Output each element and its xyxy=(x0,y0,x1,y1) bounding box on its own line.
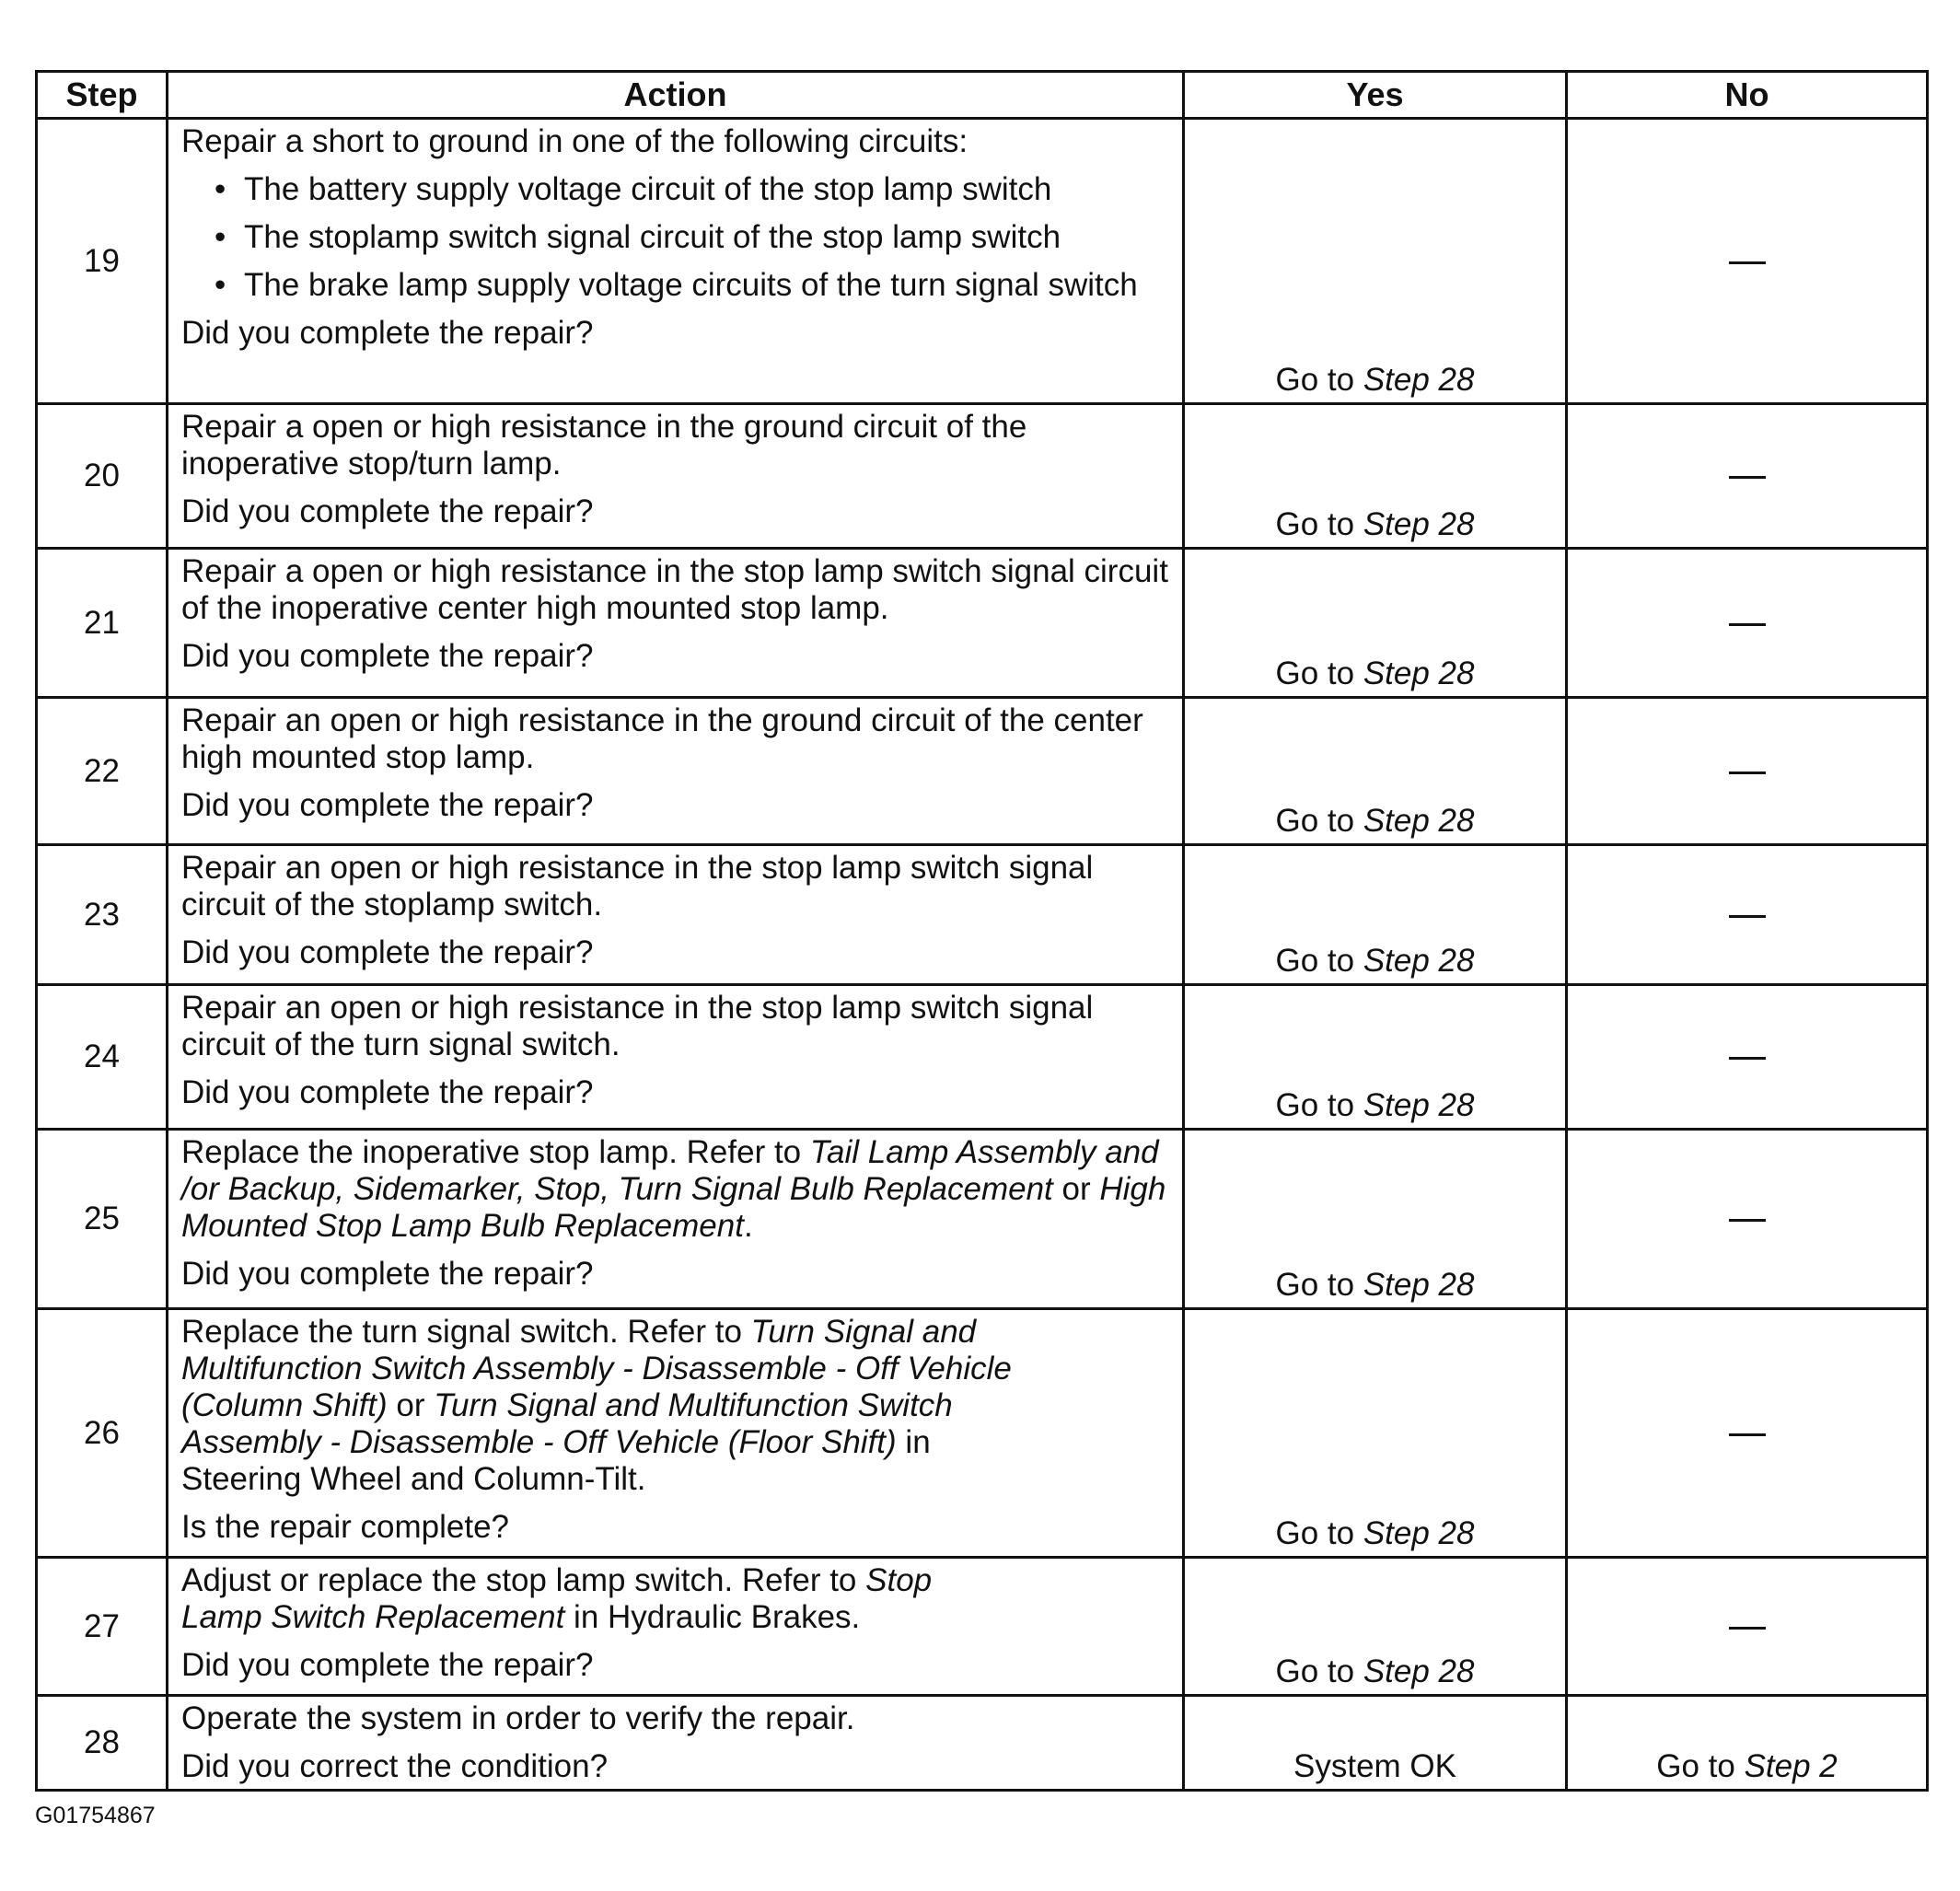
yes-prefix: Go to xyxy=(1275,506,1363,542)
action-text: Repair a open or high resistance in the ground circuit of the inoperative stop/turn lamp. xyxy=(181,409,1027,481)
yes-cell xyxy=(1184,1558,1567,1696)
action-question: Is the repair complete? xyxy=(181,1509,510,1545)
table-row xyxy=(37,119,1928,404)
list-item-text: The brake lamp supply voltage circuits of the turn signal switch xyxy=(244,267,1138,303)
no-cell xyxy=(1567,1309,1928,1558)
action-cell xyxy=(168,698,1184,845)
table-row xyxy=(37,1696,1928,1791)
yes-cell xyxy=(1184,404,1567,549)
action-text xyxy=(181,1562,1169,1636)
step-number: 22 xyxy=(37,698,168,845)
no-cell xyxy=(1567,845,1928,985)
action-text xyxy=(181,1314,1169,1498)
no-prefix: Go to xyxy=(1656,1748,1745,1784)
action-cell xyxy=(168,1130,1184,1309)
yes-cell xyxy=(1184,1130,1567,1309)
header-yes: Yes xyxy=(1184,72,1567,119)
header-action: Action xyxy=(168,72,1184,119)
table-row xyxy=(37,1309,1928,1558)
no-cell xyxy=(1567,1130,1928,1309)
action-text-part: or xyxy=(387,1387,435,1423)
no-cell xyxy=(1567,404,1928,549)
step-reference-link: Step 28 xyxy=(1363,506,1475,542)
step-reference-link: Step 28 xyxy=(1363,1267,1475,1303)
step-reference-link: Step 28 xyxy=(1363,362,1475,398)
yes-cell xyxy=(1184,698,1567,845)
action-text: Repair an open or high resistance in the stop lamp switch signal circuit of the stoplamp switch. xyxy=(181,850,1094,922)
action-question: Did you complete the repair? xyxy=(181,493,594,529)
table-row xyxy=(37,404,1928,549)
step-number: 23 xyxy=(37,845,168,985)
step-reference-link: Step 28 xyxy=(1363,803,1475,839)
yes-prefix: Go to xyxy=(1275,362,1363,398)
action-text: Repair a short to ground in one of the following circuits: xyxy=(181,123,968,159)
step-number: 19 xyxy=(37,119,168,404)
yes-cell xyxy=(1184,845,1567,985)
yes-cell xyxy=(1184,1696,1567,1791)
action-question: Did you complete the repair? xyxy=(181,1647,594,1683)
action-question: Did you complete the repair? xyxy=(181,934,594,970)
action-question: Did you complete the repair? xyxy=(181,638,594,674)
procedure-reference-link: Turn Signal and Multifunction Switch Assembly - Disassemble - Off Vehicle (Floor Shift) xyxy=(181,1387,953,1460)
table-row xyxy=(37,985,1928,1130)
action-text: Repair an open or high resistance in the ground circuit of the center high mounted stop lamp. xyxy=(181,702,1143,775)
header-step: Step xyxy=(37,72,168,119)
no-dash xyxy=(1729,623,1766,626)
no-cell xyxy=(1567,985,1928,1130)
step-reference-link: Step 2 xyxy=(1744,1748,1838,1784)
yes-prefix: Go to xyxy=(1275,655,1363,691)
step-reference-link: Step 28 xyxy=(1363,655,1475,691)
yes-prefix: Go to xyxy=(1275,943,1363,979)
no-dash xyxy=(1729,261,1766,264)
procedure-reference-link: High Mounted Stop Lamp Bulb Replacement xyxy=(181,1171,1166,1244)
list-item: • The brake lamp supply voltage circuits of the turn signal switch xyxy=(215,267,1138,303)
no-dash xyxy=(1729,1219,1766,1222)
table-row xyxy=(37,1130,1928,1309)
no-cell xyxy=(1567,698,1928,845)
step-reference-link: Step 28 xyxy=(1363,1653,1475,1689)
action-cell xyxy=(168,549,1184,698)
action-cell xyxy=(168,985,1184,1130)
no-dash xyxy=(1729,915,1766,918)
action-question: Did you complete the repair? xyxy=(181,315,594,351)
diagnostic-table-container xyxy=(35,70,1926,1792)
yes-cell xyxy=(1184,985,1567,1130)
step-number: 26 xyxy=(37,1309,168,1558)
yes-cell xyxy=(1184,549,1567,698)
action-cell xyxy=(168,845,1184,985)
step-number: 24 xyxy=(37,985,168,1130)
no-cell xyxy=(1567,1696,1928,1791)
no-dash xyxy=(1729,771,1766,774)
action-text-part: or xyxy=(1052,1171,1100,1207)
step-number: 21 xyxy=(37,549,168,698)
no-dash xyxy=(1729,476,1766,479)
yes-prefix: Go to xyxy=(1275,803,1363,839)
table-row xyxy=(37,845,1928,985)
yes-prefix: Go to xyxy=(1275,1087,1363,1123)
procedure-reference-link: Stop Lamp Switch Replacement xyxy=(181,1562,933,1635)
no-cell xyxy=(1567,549,1928,698)
step-number: 20 xyxy=(37,404,168,549)
action-text: Operate the system in order to verify the repair. xyxy=(181,1700,855,1736)
action-text-part: Replace the turn signal switch. Refer to xyxy=(181,1314,751,1350)
action-text-part: . xyxy=(743,1208,753,1244)
yes-prefix: Go to xyxy=(1275,1515,1363,1551)
no-cell xyxy=(1567,119,1928,404)
action-question: Did you complete the repair? xyxy=(181,787,594,823)
header-no: No xyxy=(1567,72,1928,119)
system-ok-text: System OK xyxy=(1293,1748,1456,1784)
header-row xyxy=(37,72,1928,119)
list-item-text: The stoplamp switch signal circuit of the stop lamp switch xyxy=(244,219,1061,255)
list-item-text: The battery supply voltage circuit of the stop lamp switch xyxy=(244,171,1052,207)
action-question: Did you complete the repair? xyxy=(181,1256,594,1292)
figure-id: G01754867 xyxy=(35,1803,156,1828)
action-text: Repair a open or high resistance in the stop lamp switch signal circuit of the inoperative center high mounted stop lamp. xyxy=(181,553,1168,626)
step-reference-link: Step 28 xyxy=(1363,1087,1475,1123)
yes-prefix: Go to xyxy=(1275,1653,1363,1689)
yes-cell xyxy=(1184,119,1567,404)
step-reference-link: Step 28 xyxy=(1363,1515,1475,1551)
action-text-part: Adjust or replace the stop lamp switch. Refer to xyxy=(181,1562,866,1598)
diagnostic-steps-table xyxy=(35,70,1929,1792)
yes-prefix: Go to xyxy=(1275,1267,1363,1303)
table-row xyxy=(37,1558,1928,1696)
list-item: • The battery supply voltage circuit of the stop lamp switch xyxy=(215,171,1052,207)
procedure-reference-link: Tail Lamp Assembly and /or Backup, Sidemarker, Stop, Turn Signal Bulb Replacement xyxy=(181,1134,1159,1207)
action-text-part: in Hydraulic Brakes. xyxy=(564,1599,861,1635)
action-question: Did you complete the repair? xyxy=(181,1074,594,1110)
action-cell xyxy=(168,404,1184,549)
step-number: 25 xyxy=(37,1130,168,1309)
no-dash xyxy=(1729,1627,1766,1630)
action-cell xyxy=(168,119,1184,404)
action-cell xyxy=(168,1696,1184,1791)
action-question: Did you correct the condition? xyxy=(181,1748,609,1784)
list-item: • The stoplamp switch signal circuit of the stop lamp switch xyxy=(215,219,1061,255)
step-number: 28 xyxy=(37,1696,168,1791)
action-text-part: in Steering Wheel and Column-Tilt. xyxy=(181,1424,931,1497)
step-number: 27 xyxy=(37,1558,168,1696)
action-text-part: Replace the inoperative stop lamp. Refer to xyxy=(181,1134,810,1170)
circuit-list xyxy=(181,171,1169,304)
no-dash xyxy=(1729,1433,1766,1436)
action-cell xyxy=(168,1309,1184,1558)
action-text: Repair an open or high resistance in the stop lamp switch signal circuit of the turn signal switch. xyxy=(181,990,1094,1062)
action-text xyxy=(181,1134,1169,1245)
no-cell xyxy=(1567,1558,1928,1696)
yes-cell xyxy=(1184,1309,1567,1558)
step-reference-link: Step 28 xyxy=(1363,943,1475,979)
table-row xyxy=(37,549,1928,698)
table-row xyxy=(37,698,1928,845)
action-cell xyxy=(168,1558,1184,1696)
procedure-reference-link: Turn Signal and Multifunction Switch Assembly - Disassemble - Off Vehicle (Column Shift) xyxy=(181,1314,1012,1423)
no-dash xyxy=(1729,1057,1766,1060)
